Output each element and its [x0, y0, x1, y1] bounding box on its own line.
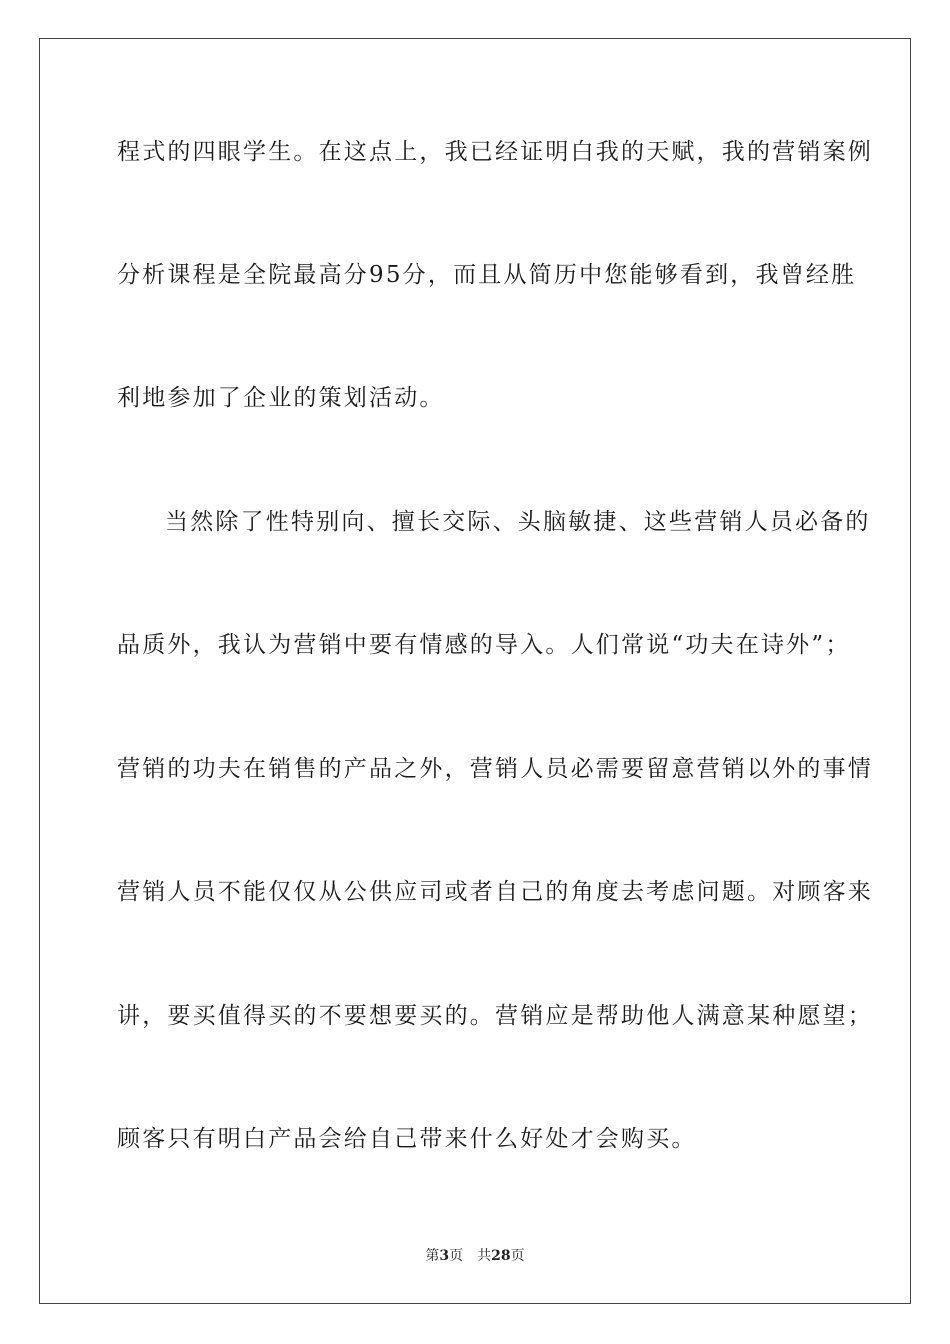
total-pages: 28: [491, 1248, 511, 1264]
page-prefix: 第: [425, 1248, 440, 1264]
paragraph-line-6: 营销的功夫在销售的产品之外，营销人员必需要留意营销以外的事情: [117, 756, 873, 782]
paragraph-line-1: 程式的四眼学生。在这点上，我已经证明白我的天赋，我的营销案例: [117, 139, 873, 165]
paragraph-line-7: 营销人员不能仅仅从公供应司或者自己的角度去考虑问题。对顾客来: [117, 879, 873, 905]
paragraph-line-3: 利地参加了企业的策划活动。: [117, 385, 445, 411]
page-number: 3: [439, 1248, 450, 1264]
paragraph-line-2: 分析课程是全院最高分95分，而且从简历中您能够看到，我曾经胜: [117, 262, 857, 288]
page-footer: [0, 1247, 950, 1265]
paragraph-line-9: 顾客只有明白产品会给自己带来什么好处才会购买。: [117, 1126, 697, 1152]
page-suffix: 页: [449, 1248, 464, 1264]
total-suffix: 页: [510, 1248, 525, 1264]
page-border: [39, 38, 911, 1304]
paragraph-line-5: 品质外，我认为营销中要有情感的导入。人们常说“功夫在诗外”；: [117, 632, 851, 658]
paragraph-line-4: 当然除了性特别向、擅长交际、头脑敏捷、这些营销人员必备的: [165, 509, 871, 535]
paragraph-line-8: 讲，要买值得买的不要想要买的。营销应是帮助他人满意某种愿望；: [117, 1003, 873, 1029]
total-prefix: 共: [477, 1248, 492, 1264]
